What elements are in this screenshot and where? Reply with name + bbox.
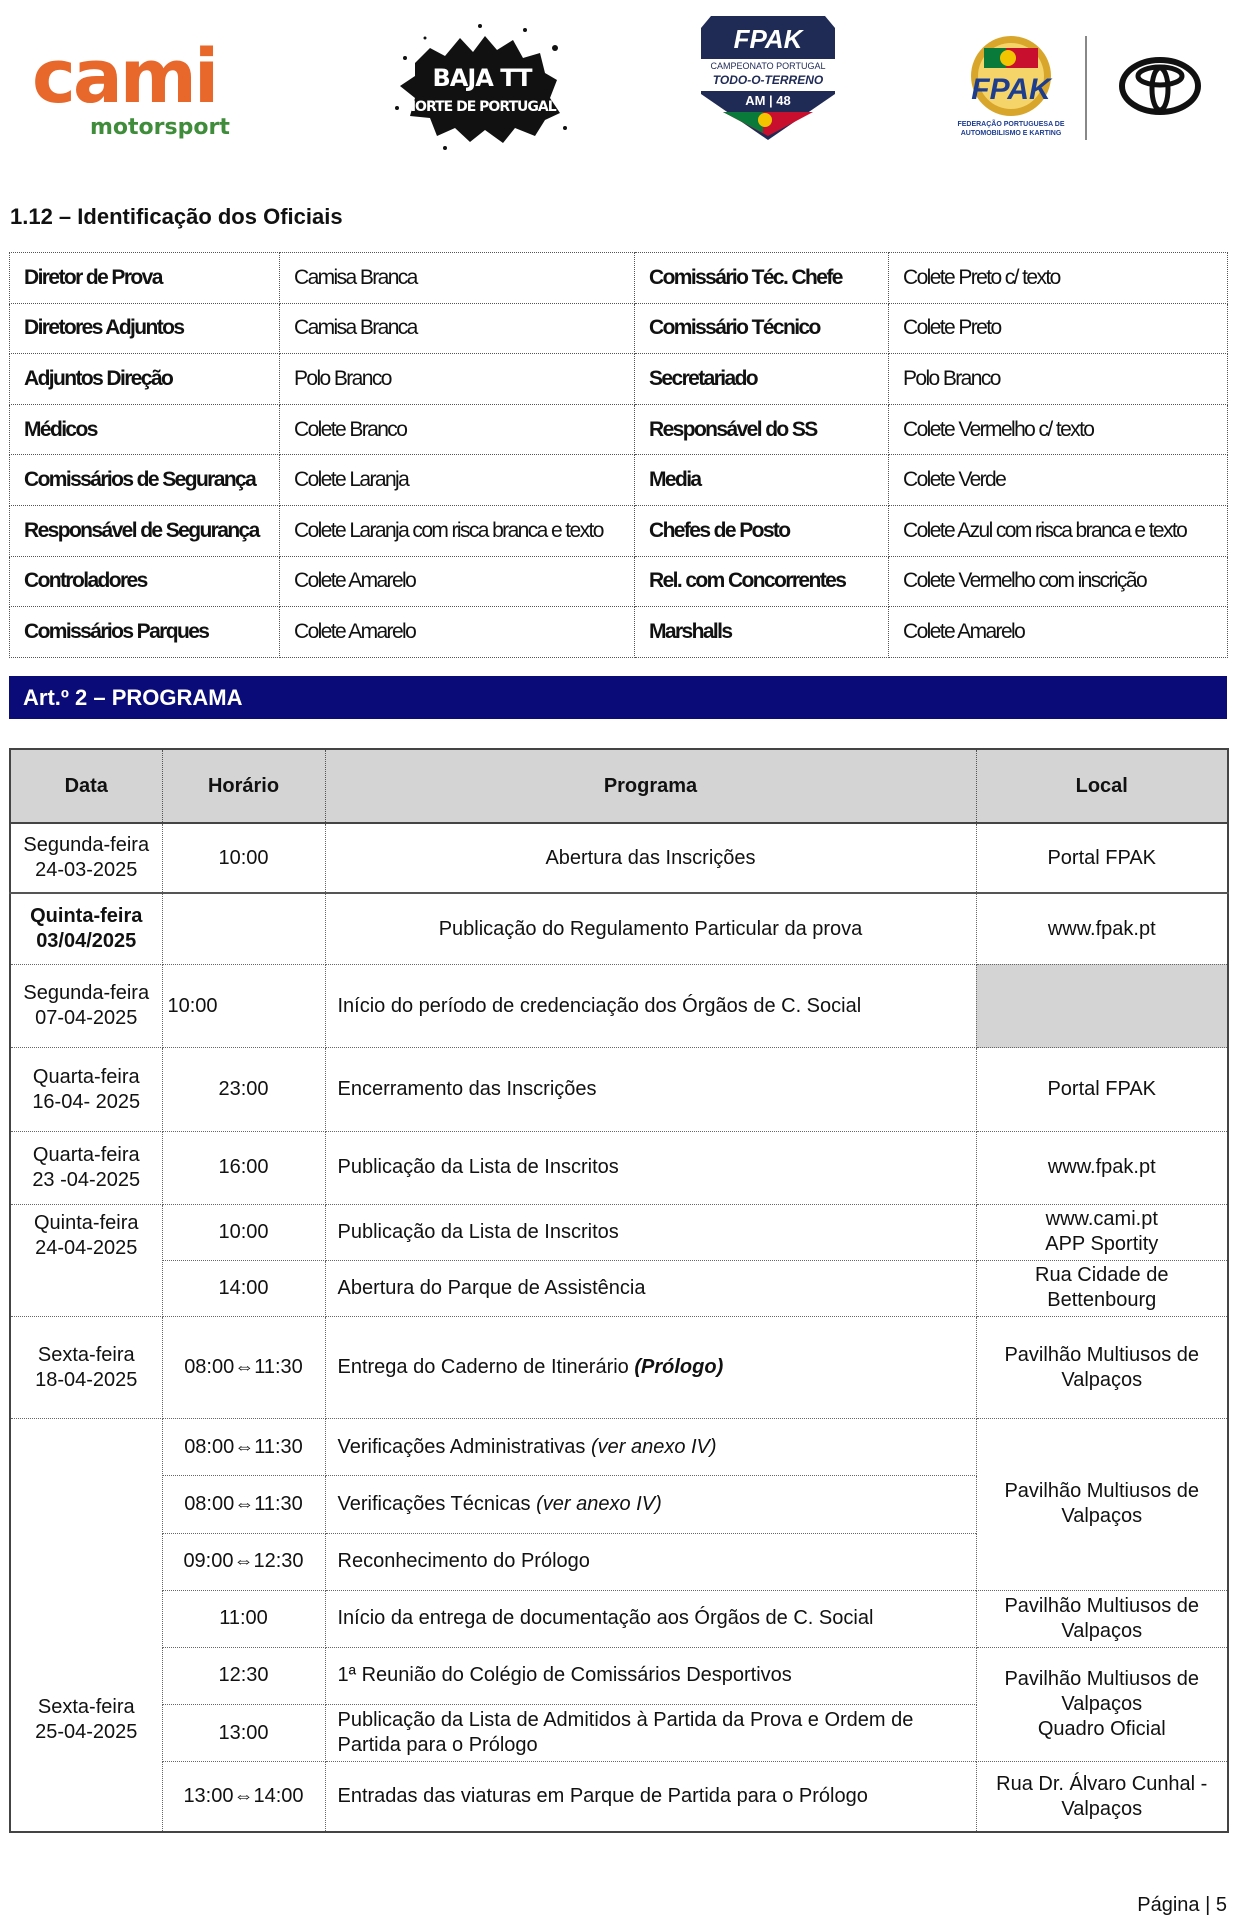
program-weekday: Quarta-feira: [32, 1065, 140, 1088]
official-role: Diretor de Prova: [10, 253, 280, 304]
program-weekday: Quinta-feira: [34, 1211, 139, 1234]
program-time: [162, 893, 325, 964]
program-date: [10, 1316, 162, 1418]
program-time: 14:00: [162, 1260, 325, 1316]
officials-row: [10, 607, 1228, 658]
program-location: Portal FPAK: [976, 823, 1228, 893]
officials-row: [10, 556, 1228, 607]
program-activity-line: Partida para o Prólogo: [337, 1734, 538, 1757]
program-time: 12:30: [162, 1647, 325, 1704]
program-location: Portal FPAK: [976, 1048, 1228, 1132]
program-date: [10, 1048, 162, 1132]
logo-header: [0, 0, 1241, 160]
official-role: Rel. com Concorrentes: [635, 556, 889, 607]
program-activity-text: Verificações Administrativas: [337, 1435, 586, 1458]
program-location: [976, 1647, 1228, 1761]
cami-motorsport-logo: [32, 34, 242, 144]
logo-divider: [1085, 36, 1087, 140]
officials-row: [10, 455, 1228, 506]
officials-row: [10, 354, 1228, 405]
program-time: 13:00⇔14:00: [162, 1762, 325, 1832]
program-activity: Início do período de credenciação dos Órgãos de C. Social: [325, 964, 976, 1047]
program-activity: [325, 1476, 976, 1533]
championship-line3: AM | 48: [745, 93, 791, 108]
program-time: 11:00: [162, 1590, 325, 1647]
officials-row: [10, 303, 1228, 354]
program-row: [10, 1316, 1228, 1418]
program-time: 08:00⇔11:30: [162, 1419, 325, 1476]
program-location: www.fpak.pt: [976, 1132, 1228, 1204]
program-weekday: Sexta-feira: [37, 1343, 135, 1366]
program-banner: Art.º 2 – PROGRAMA: [9, 676, 1227, 719]
program-weekday: Segunda-feira: [23, 982, 150, 1005]
program-location-line: Bettenbourg: [1047, 1289, 1157, 1312]
official-role: Responsável de Segurança: [10, 505, 280, 556]
program-location: [976, 1204, 1228, 1260]
official-attire: Colete Verde: [889, 455, 1228, 506]
toyota-logo: [1118, 56, 1202, 116]
program-row: [10, 823, 1228, 893]
program-location-line: Pavilhão Multiusos de: [1004, 1667, 1200, 1690]
championship-brand: FPAK: [733, 24, 803, 54]
program-activity: Publicação do Regulamento Particular da prova: [325, 893, 976, 964]
program-location: [976, 1762, 1228, 1832]
program-location-line: Pavilhão Multiusos de: [1004, 1594, 1200, 1617]
program-row: [10, 1260, 1228, 1316]
program-header-row: [10, 749, 1228, 823]
program-row: [10, 1647, 1228, 1704]
program-time: 16:00: [162, 1132, 325, 1204]
official-attire: Colete Amarelo: [280, 556, 635, 607]
program-location: [976, 1260, 1228, 1316]
program-location-line: Valpaços: [1061, 1368, 1143, 1391]
official-attire: Camisa Branca: [280, 253, 635, 304]
program-activity-note: (ver anexo IV): [536, 1492, 662, 1515]
program-date-value: 23 -04-2025: [32, 1168, 141, 1191]
program-location-line: Valpaços: [1061, 1692, 1143, 1715]
program-location: [976, 1316, 1228, 1418]
official-attire: Colete Azul com risca branca e texto: [889, 505, 1228, 556]
program-activity-line: Publicação da Lista de Admitidos à Partida da Prova e Ordem de: [337, 1709, 914, 1732]
program-weekday: Quarta-feira: [32, 1143, 140, 1166]
officials-row: [10, 505, 1228, 556]
program-time: 23:00: [162, 1048, 325, 1132]
program-row: [10, 1419, 1228, 1476]
official-role: Comissários Parques: [10, 607, 280, 658]
championship-logo: [693, 12, 843, 144]
official-role: Diretores Adjuntos: [10, 303, 280, 354]
program-time: 09:00⇔12:30: [162, 1533, 325, 1590]
program-date-value: 25-04-2025: [35, 1721, 138, 1744]
toyota-emblem-icon: [1118, 56, 1202, 116]
program-location-line: Pavilhão Multiusos de: [1004, 1480, 1200, 1503]
official-attire: Camisa Branca: [280, 303, 635, 354]
official-attire: Colete Preto c/ texto: [889, 253, 1228, 304]
official-attire: Colete Amarelo: [889, 607, 1228, 658]
program-location-clipped: [977, 1594, 1228, 1644]
program-date: [10, 964, 162, 1047]
baja-tt-logo: [385, 18, 575, 153]
program-date-value: 16-04- 2025: [32, 1090, 141, 1113]
fpak-logo-subtitle: FEDERAÇÃO PORTUGUESA DE AUTOMOBILISMO E KARTING: [957, 121, 1065, 137]
official-attire: Colete Laranja: [280, 455, 635, 506]
official-role: Marshalls: [635, 607, 889, 658]
program-row: [10, 1048, 1228, 1132]
program-activity: [325, 1316, 976, 1418]
program-time: 10:00: [162, 823, 325, 893]
program-date-value: 24-03-2025: [35, 859, 138, 882]
program-row: [10, 1762, 1228, 1832]
program-date: [10, 1419, 162, 1832]
program-date: [10, 1204, 162, 1316]
program-activity: 1ª Reunião do Colégio de Comissários Desportivos: [325, 1647, 976, 1704]
program-time: 08:00⇔11:30: [162, 1316, 325, 1418]
official-attire: Colete Vermelho com inscrição: [889, 556, 1228, 607]
program-date-value: 18-04-2025: [35, 1368, 138, 1391]
program-location-line: Rua Cidade de: [1035, 1264, 1169, 1287]
header-time: Horário: [162, 749, 325, 823]
official-role: Médicos: [10, 404, 280, 455]
program-location-line: www.cami.pt: [1045, 1208, 1158, 1231]
official-attire: Polo Branco: [889, 354, 1228, 405]
program-weekday: Segunda-feira: [23, 834, 150, 857]
officials-row: [10, 253, 1228, 304]
officials-table: [9, 252, 1228, 658]
baja-logo-line2: NORTE DE PORTUGAL: [404, 99, 556, 115]
championship-line2: TODO-O-TERRENO: [712, 73, 824, 87]
program-time: 10:00: [162, 964, 325, 1047]
cami-logo-subtitle: motorsport: [90, 115, 230, 140]
program-location-line: Valpaços: [1061, 1619, 1143, 1642]
program-location-line: Pavilhão Multiusos de: [1004, 1343, 1200, 1366]
official-role: Chefes de Posto: [635, 505, 889, 556]
program-time: 13:00: [162, 1704, 325, 1761]
header-date: Data: [10, 749, 162, 823]
program-location-line: APP Sportity: [1045, 1233, 1159, 1256]
program-activity: Reconhecimento do Prólogo: [325, 1533, 976, 1590]
program-activity: [325, 1419, 976, 1476]
program-activity: Abertura das Inscrições: [325, 823, 976, 893]
program-location-line: Quadro Oficial: [1037, 1717, 1166, 1740]
page-number: Página | 5: [1137, 1894, 1227, 1916]
program-location-line: Rua Dr. Álvaro Cunhal -: [996, 1772, 1208, 1795]
header-location: Local: [976, 749, 1228, 823]
official-role: Responsável do SS: [635, 404, 889, 455]
official-attire: Colete Amarelo: [280, 607, 635, 658]
fpak-logo-word: FPAK: [971, 73, 1051, 106]
program-activity: [325, 1704, 976, 1761]
program-row: [10, 1132, 1228, 1204]
program-row: [10, 964, 1228, 1047]
program-time: 10:00: [162, 1204, 325, 1260]
official-attire: Colete Branco: [280, 404, 635, 455]
program-activity-emphasis: (Prólogo): [634, 1356, 724, 1379]
program-activity: Publicação da Lista de Inscritos: [325, 1204, 976, 1260]
program-activity-note: (ver anexo IV): [590, 1435, 717, 1458]
program-location-line: Valpaços: [1061, 1797, 1143, 1820]
program-activity: Início da entrega de documentação aos Órgãos de C. Social: [325, 1590, 976, 1647]
program-activity-text: Entrega do Caderno de Itinerário: [337, 1356, 629, 1379]
cami-logo-word: cami: [32, 34, 217, 120]
championship-line1: CAMPEONATO PORTUGAL: [710, 61, 826, 71]
program-table: [9, 748, 1229, 1833]
program-weekday: Quinta-feira: [30, 905, 143, 928]
official-role: Secretariado: [635, 354, 889, 405]
program-date-value: 07-04-2025: [35, 1007, 138, 1030]
program-activity-text: Verificações Técnicas: [337, 1492, 531, 1515]
official-attire: Colete Vermelho c/ texto: [889, 404, 1228, 455]
program-row: [10, 893, 1228, 964]
program-date: [10, 1132, 162, 1204]
program-row: [10, 1590, 1228, 1647]
section-title: 1.12 – Identificação dos Oficiais: [10, 204, 343, 229]
official-role: Comissário Téc. Chefe: [635, 253, 889, 304]
official-attire: Colete Laranja com risca branca e texto: [280, 505, 635, 556]
official-attire: Colete Preto: [889, 303, 1228, 354]
official-role: Comissário Técnico: [635, 303, 889, 354]
fpak-federation-logo: [956, 34, 1066, 144]
official-role: Adjuntos Direção: [10, 354, 280, 405]
program-row: [10, 1204, 1228, 1260]
program-date-value: 24-04-2025: [35, 1236, 138, 1259]
program-weekday: Sexta-feira: [37, 1696, 135, 1719]
official-role: Controladores: [10, 556, 280, 607]
program-date-value: 03/04/2025: [36, 930, 137, 953]
program-location-empty: [976, 964, 1228, 1047]
program-location: [976, 1590, 1228, 1647]
program-activity: Abertura do Parque de Assistência: [325, 1260, 976, 1316]
program-date: [10, 893, 162, 964]
header-program: Programa: [325, 749, 976, 823]
program-activity: Encerramento das Inscrições: [325, 1048, 976, 1132]
official-attire: Polo Branco: [280, 354, 635, 405]
program-location: [976, 1419, 1228, 1590]
program-location-line: Valpaços: [1061, 1505, 1143, 1528]
program-activity: Entradas das viaturas em Parque de Partida para o Prólogo: [325, 1762, 976, 1832]
baja-logo-line1: BAJA TT: [432, 64, 532, 92]
official-role: Comissários de Segurança: [10, 455, 280, 506]
program-activity: Publicação da Lista de Inscritos: [325, 1132, 976, 1204]
program-location: www.fpak.pt: [976, 893, 1228, 964]
program-time: 08:00⇔11:30: [162, 1476, 325, 1533]
official-role: Media: [635, 455, 889, 506]
program-date: [10, 823, 162, 893]
officials-row: [10, 404, 1228, 455]
